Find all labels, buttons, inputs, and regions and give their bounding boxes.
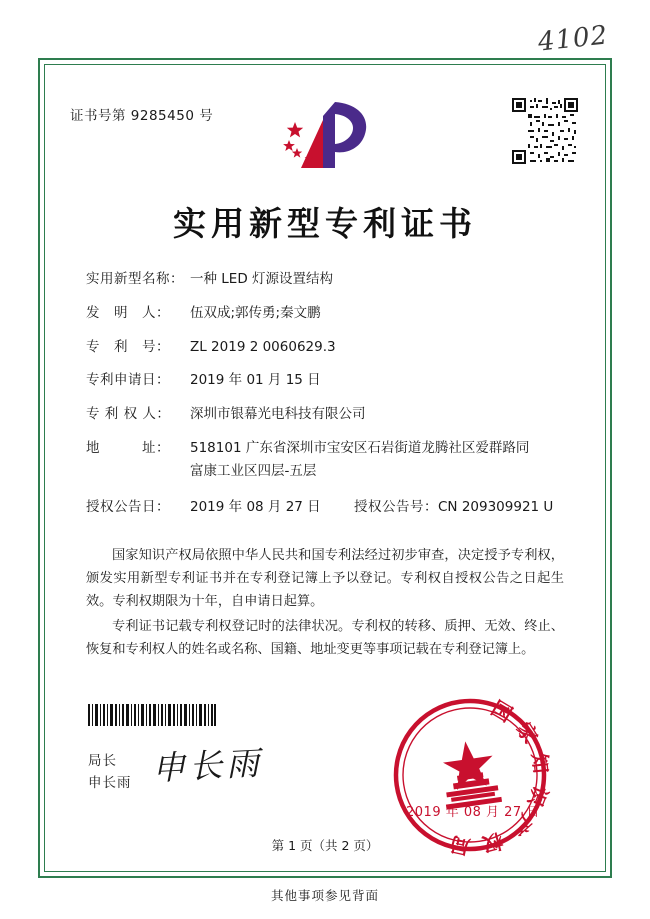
certificate-fields [86,269,566,525]
legal-paragraph-1: 国家知识产权局依照中华人民共和国专利法经过初步审查，决定授予专利权，颁发实用新型专利证书并在专利登记簿上予以登记。专利权自授权公告之日起生效。专利权期限为十年，自申请日起算。 [86,548,564,610]
page-title: 实用新型专利证书 [173,204,477,243]
publication-date-label: 授权公告日： [86,498,170,515]
publication-date-value: 2019 年 08 月 27 日 [190,498,321,515]
field-patentee [86,404,566,424]
certificate-number: 证书号第 9285450 号 [70,108,214,124]
publication-number-label: 授权公告号： [354,498,438,515]
field-label: 发 明 人： [86,304,170,321]
barcode [88,704,216,726]
field-label: 地 址： [86,439,170,456]
handwritten-annotation: 4102 [536,20,610,58]
legal-paragraph-2: 专利证书记载专利权登记时的法律状况。专利权的转移、质押、无效、终止、恢复和专利权人的姓名或名称、国籍、地址变更等事项记载在专利登记簿上。 [86,619,564,658]
field-value-line2: 富康工业区四层-五层 [190,463,317,479]
field-application-date [86,370,566,390]
field-value: ZL 2019 2 0060629.3 [190,338,336,355]
field-value: 一种 LED 灯源设置结构 [190,271,334,287]
publication-number-value: CN 209309921 U [438,498,554,515]
legal-text [86,544,564,663]
handwritten-signature: 申长雨 [151,743,265,788]
field-value: 518101 广东省深圳市宝安区石岩街道龙腾社区爱群路同 [190,439,530,456]
field-value: 2019 年 01 月 15 日 [190,372,321,389]
field-utility-model-name [86,269,566,289]
field-inventors [86,303,566,323]
field-value: 深圳市银幕光电科技有限公司 [190,406,366,422]
signature-block [88,750,132,795]
field-value: 伍双成;郭传勇;秦文鹏 [190,304,321,321]
cnipa-logo [273,96,388,176]
field-address [86,438,566,482]
signature-title: 局长 [88,753,117,769]
certificate-body [44,64,606,872]
seal-date: 2019 年 08 月 27 日 [406,805,540,820]
footer-note: 其他事项参见背面 [270,888,379,903]
field-patent-number [86,337,566,357]
field-label: 专 利 号： [86,338,170,355]
signature-name: 申长雨 [88,775,132,792]
svg-text:国家知识产权局: 国家知识产权局 [437,695,555,860]
field-label: 实用新型名称： [86,271,184,287]
field-publication [86,495,566,515]
publication-number-group [354,495,553,515]
field-label: 专 利 权 人： [86,406,171,422]
page-indicator: 第 1 页（共 2 页） [271,838,379,853]
field-label: 专利申请日： [86,372,170,389]
qr-code [512,98,578,164]
